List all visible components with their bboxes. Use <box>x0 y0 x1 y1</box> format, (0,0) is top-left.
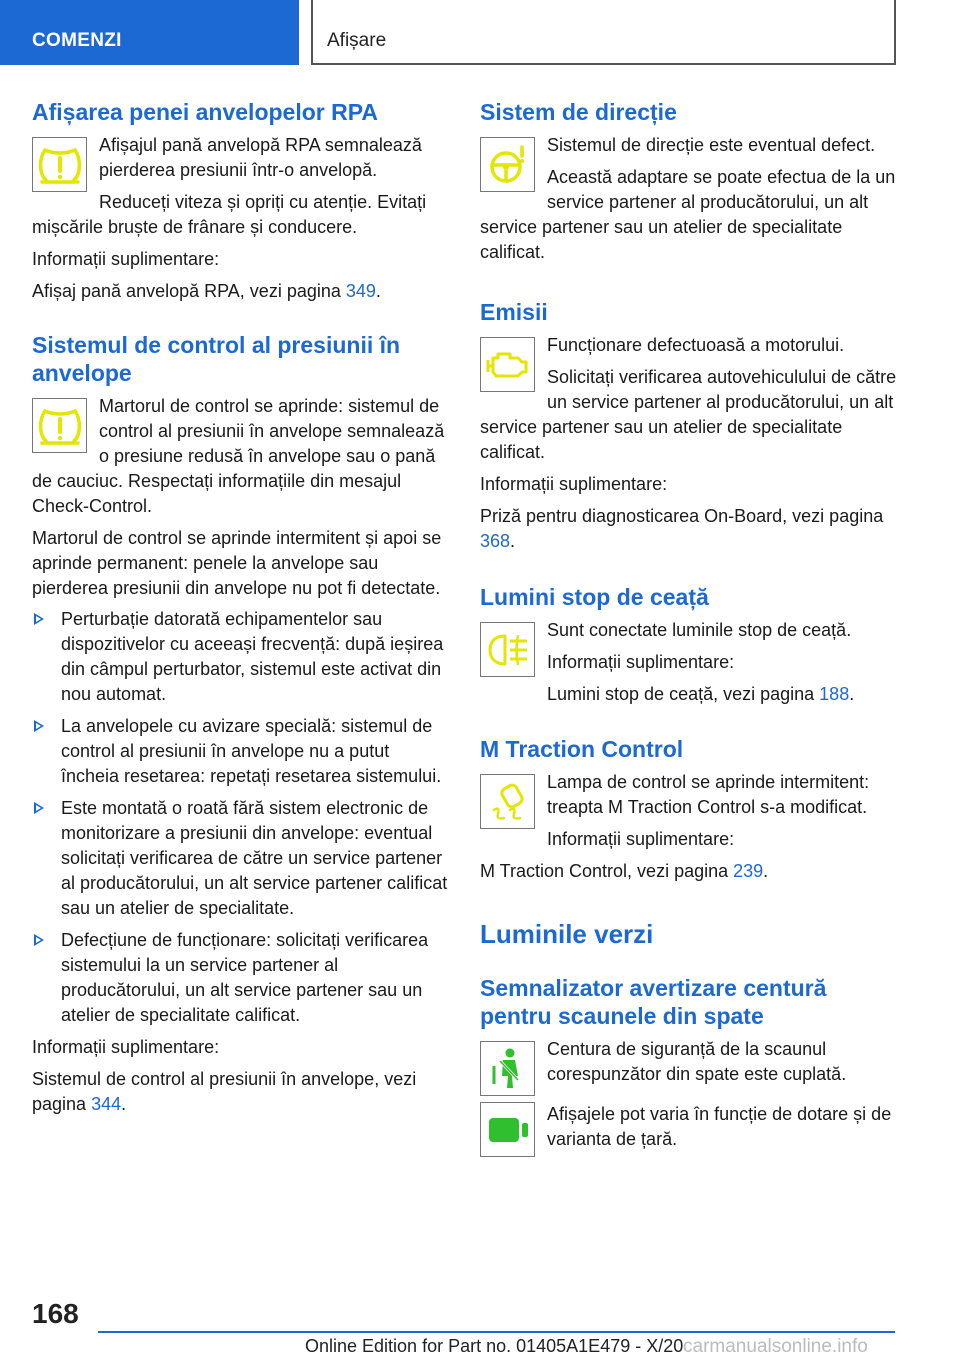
section-tab <box>0 0 299 65</box>
steering-warning-icon <box>480 137 535 192</box>
list-item: Perturbație datorată echipamentelor sau dispozitivelor cu aceeași frecvență: după ieșirea din câmpul perturbator, sistemul este activat din nou automat. <box>32 607 450 707</box>
foglight-p3: Lumini stop de ceață, vezi pagina 188. <box>547 684 855 704</box>
tpms-p2: Martorul de control se aprinde intermitent și apoi se aprinde permanent: penele la anvelope sau pierderea presiunii din anvelope nu pot fi detectate. <box>32 528 442 598</box>
triangle-bullet-icon <box>34 613 44 625</box>
emissions-p3: Informații suplimentare: <box>480 474 668 494</box>
section-label: COMENZI <box>32 30 122 51</box>
seatbelt-p2: Afișajele pot varia în funcție de dotare și de varianta de țară. <box>547 1104 892 1149</box>
seatbelt-subtitle: Semnalizator avertizare centură pentru scaunele din spate <box>480 975 827 1029</box>
right-column <box>480 98 898 1163</box>
left-column <box>32 98 450 1117</box>
page-link-344[interactable]: 344 <box>91 1094 122 1114</box>
list-item: Este montată o roată fără sistem electronic de monitorizare a presiunii din anvelope: eventual solicitați verificarea de către un service partener al producătorului, un alt service partener calificat sau un atelier de specialitate. <box>32 796 450 921</box>
traction-title: M Traction Control <box>480 736 684 762</box>
steering-title: Sistem de direcție <box>480 99 677 125</box>
triangle-bullet-icon <box>34 934 44 946</box>
emissions-p4: Priză pentru diagnosticarea On-Board, vezi pagina 368. <box>480 506 884 551</box>
triangle-bullet-icon <box>34 720 44 732</box>
emissions-p1: Funcționare defectuoasă a motorului. <box>547 335 845 355</box>
rpa-p1: Afișajul pană anvelopă RPA semnalează pierderea presiunii într-o anvelopă. <box>99 135 422 180</box>
tpms-p3: Informații suplimentare: <box>32 1037 220 1057</box>
rear-seat-belt-indicator-icon <box>480 1102 535 1157</box>
emissions-title: Emisii <box>480 299 548 325</box>
chapter-tab <box>311 0 896 65</box>
page-number: 168 <box>32 1298 79 1329</box>
page-link-188[interactable]: 188 <box>819 684 850 704</box>
seatbelt-icon <box>480 1041 535 1096</box>
tpms-title: Sistemul de control al presiunii în anvelope <box>32 332 401 386</box>
tpms-bullet-list <box>32 607 450 1028</box>
triangle-bullet-icon <box>34 802 44 814</box>
rpa-p3: Informații suplimentare: <box>32 249 220 269</box>
watermark: carmanualsonline.info <box>683 1336 868 1357</box>
rpa-p4: Afișaj pană anvelopă RPA, vezi pagina 349. <box>32 281 381 301</box>
tire-pressure-warning-icon <box>32 398 87 453</box>
rpa-p2: Reduceți viteza și opriți cu atenție. Evitați mișcările bruște de frânare și conducere. <box>32 192 427 237</box>
traction-p2: Informații suplimentare: <box>547 829 735 849</box>
rear-fog-light-icon <box>480 622 535 677</box>
list-item: La anvelopele cu avizare specială: sistemul de control al presiunii în anvelope nu a putut încheia resetarea: repetați resetarea sistemului. <box>32 714 450 789</box>
traction-p1: Lampa de control se aprinde intermitent: treapta M Traction Control s-a modificat. <box>547 772 870 817</box>
steering-p1: Sistemul de direcție este eventual defect. <box>547 135 876 155</box>
tpms-p4: Sistemul de control al presiunii în anvelope, vezi pagina 344. <box>32 1069 417 1114</box>
tpms-p1: Martorul de control se aprinde: sistemul de control al presiunii în anvelope semnalează o presiune redusă în anvelope sau o pană de cauciuc. Respectați informațiile din mesajul Check-Control. <box>32 396 445 516</box>
rpa-title: Afișarea penei anvelopelor RPA <box>32 99 378 125</box>
green-lights-title: Luminile verzi <box>480 919 654 949</box>
tire-pressure-warning-icon <box>32 137 87 192</box>
engine-check-icon <box>480 337 535 392</box>
page-link-349[interactable]: 349 <box>345 281 376 301</box>
steering-p2: Această adaptare se poate efectua de la un service partener al producătorului, un alt service partener sau un atelier de specialitate calificat. <box>480 167 896 262</box>
foglight-title: Lumini stop de ceață <box>480 584 709 610</box>
foglight-p1: Sunt conectate luminile stop de ceață. <box>547 620 852 640</box>
traction-control-icon <box>480 774 535 829</box>
seatbelt-p1: Centura de siguranță de la scaunul corespunzător din spate este cuplată. <box>547 1039 847 1084</box>
page-link-239[interactable]: 239 <box>733 861 764 881</box>
list-item: Defecțiune de funcționare: solicitați verificarea sistemului la un service partener al producătorului, un alt service partener sau un atelier de specialitate calificat. <box>32 928 450 1028</box>
traction-p3: M Traction Control, vezi pagina 239. <box>480 861 769 881</box>
edition-text: Online Edition for Part no. 01405A1E479 - X/20 <box>305 1336 684 1356</box>
foglight-p2: Informații suplimentare: <box>547 652 735 672</box>
footer-divider <box>98 1331 895 1333</box>
chapter-label: Afișare <box>327 30 387 51</box>
page-link-368[interactable]: 368 <box>480 531 511 551</box>
emissions-p2: Solicitați verificarea autovehiculului de către un service partener al producătorului, un alt service partener sau un atelier de specialitate calificat. <box>480 367 897 462</box>
